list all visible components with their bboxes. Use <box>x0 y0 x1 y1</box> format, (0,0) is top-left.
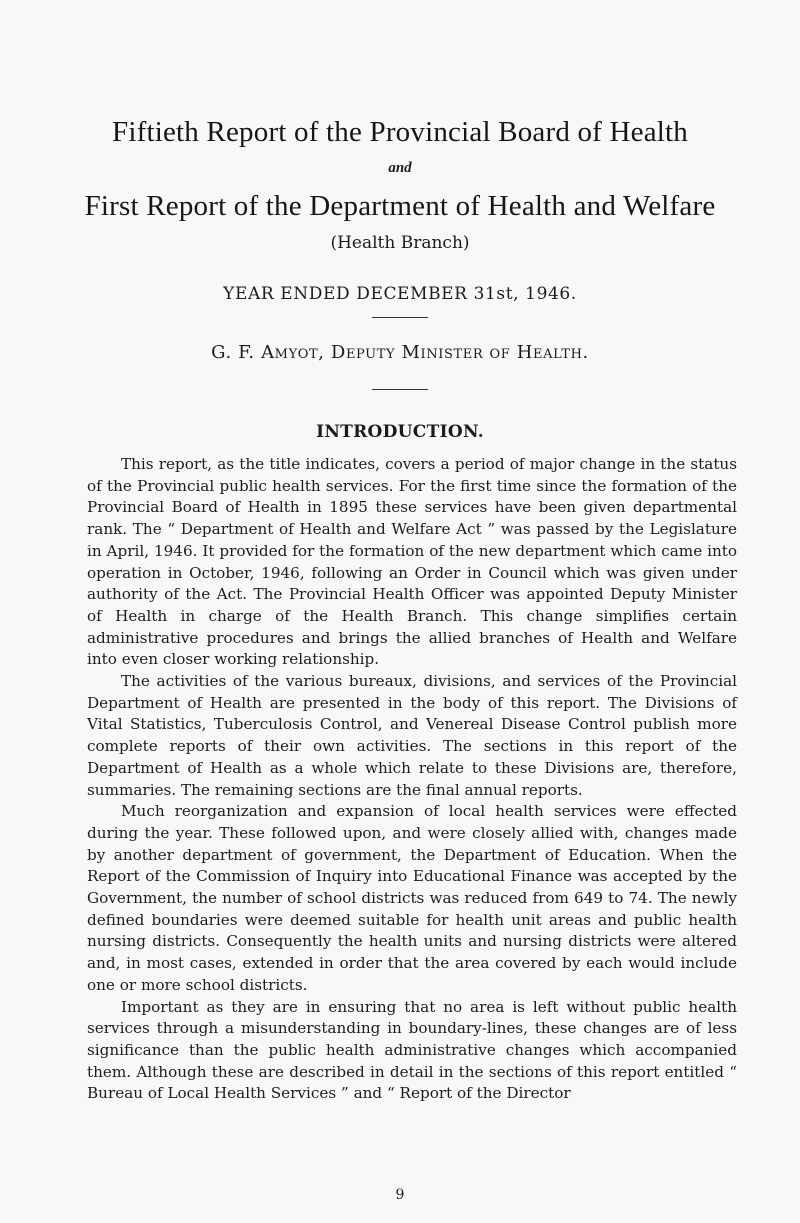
page-number: 9 <box>395 1187 405 1203</box>
divider-rule <box>372 317 428 318</box>
paragraph: This report, as the title indicates, covers a period of major change in the status of the Provincial public health services. For the first time since the formation of the Provincial Board of Health in 1895 these services have been given departmental rank. The “ Department of Health and Welfare Act ” was passed by the Legislature in April, 1946. It provided for the formation of the new department which came into operation in October, 1946, following an Order in Council which was given under authority of the Act. The Provincial Health Officer was appointed Deputy Minister of Health in charge of the Health Branch. This change simplifies certain administrative procedures and brings the allied branches of Health and Welfare into even closer working relationship. <box>87 455 737 669</box>
paragraph: The activities of the various bureaux, divisions, and services of the Provincial Department of Health are presented in the body of this report. The Divisions of Vital Statistics, Tuberculosis Control, and Venereal Disease Control publish more complete reports of their own activities. The sections in this report of the Department of Health as a whole which relate to these Divisions are, therefore, summaries. The remaining sections are the final annual reports. <box>87 672 737 799</box>
paragraph: Much reorganization and expansion of local health services were effected during the year. These followed upon, and were closely allied with, changes made by another department of government, the Department of Education. When the Report of the Commission of Inquiry into Educational Finance was accepted by the Government, the number of school districts was reduced from 649 to 74. The newly defined boundaries were deemed suitable for health unit areas and public health nursing districts. Consequently the health units and nursing districts were altered and, in most cases, extended in order that the area covered by each would include one or more school districts. <box>87 802 737 994</box>
introduction-body <box>87 454 737 1105</box>
author-line: G. F. Amyot, Deputy Minister of Health. <box>211 342 589 363</box>
year-line: YEAR ENDED DECEMBER 31st, 1946. <box>223 284 577 304</box>
paragraph: Important as they are in ensuring that no area is left without public health services through a misunderstanding in boundary-lines, these changes are of less significance than the public health administrative changes which accompanied them. Although these are described in detail in the sections of this report entitled “ Bureau of Local Health Services ” and “ Report of the Director <box>87 997 737 1103</box>
report-title-line-1: Fiftieth Report of the Provincial Board of Health <box>112 116 688 148</box>
divider-rule <box>372 389 428 390</box>
section-heading: INTRODUCTION. <box>316 422 484 442</box>
report-title-line-2: First Report of the Department of Health and Welfare <box>84 190 716 222</box>
title-conjunction: and <box>388 160 412 176</box>
branch-subtitle: (Health Branch) <box>330 233 470 253</box>
